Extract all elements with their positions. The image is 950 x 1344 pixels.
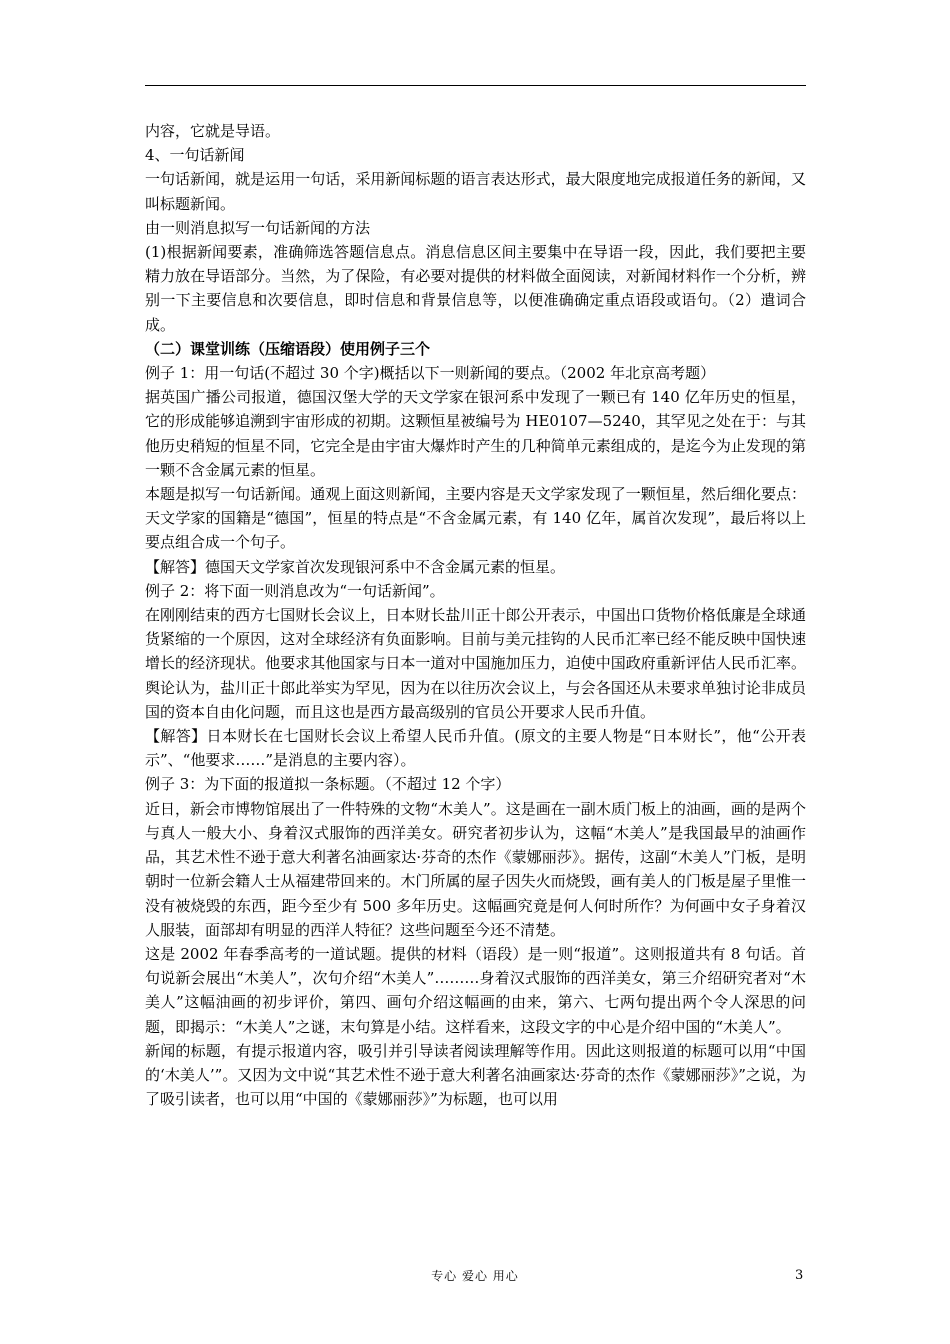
- example-3-analysis: 这是 2002 年春季高考的一道试题。提供的材料（语段）是一则“报道”。这则报道共有 8 句话。首句说新会展出“木美人”，次句介绍“木美人”………身着汉式服饰的西洋美女，第三介绍研究者对“木美人”这幅油画的初步评价，第四、画句介绍这幅画的由来，第六、七两句提出两个令人深思的问题，即揭示：“木美人”之谜，末句算是小结。这样看来，这段文字的中心是介绍中国的“木美人”。: [145, 944, 806, 1036]
- section-heading-classroom-training: （二）课堂训练（压缩语段）使用例子三个: [145, 339, 431, 358]
- footer-motto: 专心 爱心 用心: [431, 1269, 519, 1283]
- paragraph-continuation: 内容，它就是导语。: [145, 122, 281, 140]
- example-1-prompt: 例子 1：用一句话(不超过 30 个字)概括以下一则新闻的要点。（2002 年北京高考题）: [145, 364, 716, 383]
- page-number: 3: [795, 1268, 804, 1283]
- section-heading-one-sentence-news: 4、一句话新闻: [145, 146, 245, 165]
- example-3-news: 近日，新会市博物馆展出了一件特殊的文物“木美人”。这是画在一副木质门板上的油画，画的是两个与真人一般大小、身着汉式服饰的西洋美女。研究者初步认为，这幅“木美人”是我国最早的油画作品，其艺术性不逊于意大利著名油画家达·芬奇的杰作《蒙娜丽莎》。据传，这副“木美人”门板，是明朝时一位新会籍人士从福建带回来的。木门所属的屋子因失火而烧毁，画有美人的门板是屋子里惟一没有被烧毁的东西，距今至少有 500 多年历史。这幅画究竟是何人何时所作？为何画中女子身着汉人服装，面部却有明显的西洋人特征？这些问题至今还不清楚。: [145, 799, 806, 939]
- example-1-news: 据英国广播公司报道，德国汉堡大学的天文学家在银河系中发现了一颗已有 140 亿年历史的恒星，它的形成能够追溯到宇宙形成的初期。这颗恒星被编号为 HE0107—5240，其罕见之处在于：与其他历史稍短的恒星不同，它完全是由宇宙大爆炸时产生的几种简单元素组成的，是迄今为止发现的第一颗不含金属元素的恒星。: [145, 388, 806, 479]
- example-2-prompt: 例子 2：将下面一则消息改为“一句话新闻”。: [145, 581, 445, 600]
- example-3-headline-discussion: 新闻的标题，有提示报道内容，吸引并引导读者阅读理解等作用。因此这则报道的标题可以用“中国的‘木美人’”。又因为文中说“其艺术性不逊于意大利著名油画家达·芬奇的杰作《蒙娜丽莎》”之说，为了吸引读者，也可以用“中国的《蒙娜丽莎》”为标题，也可以用: [145, 1041, 806, 1109]
- page-footer: [0, 1266, 950, 1286]
- example-3-prompt: 例子 3：为下面的报道拟一条标题。（不超过 12 个字）: [145, 775, 511, 794]
- document-body: [145, 119, 806, 1111]
- example-1-analysis: 本题是拟写一句话新闻。通观上面这则新闻，主要内容是天文学家发现了一颗恒星，然后细化要点：天文学家的国籍是“德国”，恒星的特点是“不含金属元素，有 140 亿年，属首次发现”，最后将以上要点组合成一个句子。: [145, 485, 806, 552]
- example-2-news: 在刚刚结束的西方七国财长会议上，日本财长盐川正十郎公开表示，中国出口货物价格低廉是全球通货紧缩的一个原因，这对全球经济有负面影响。目前与美元挂钩的人民币汇率已经不能反映中国快速增长的经济现状。他要求其他国家与日本一道对中国施加压力，迫使中国政府重新评估人民币汇率。舆论认为，盐川正十郎此举实为罕见，因为在以往历次会议上，与会各国还从未要求单独讨论非成员国的资本自由化问题，而且这也是西方最高级别的官员公开要求人民币升值。: [145, 606, 806, 721]
- paragraph-method-steps: (1)根据新闻要素，准确筛选答题信息点。消息信息区间主要集中在导语一段，因此，我们要把主要精力放在导语部分。当然，为了保险，有必要对提供的材料做全面阅读，对新闻材料作一个分析，辨别一下主要信息和次要信息，即时信息和背景信息等，以便准确确定重点语段或语句。（2）遣词合成。: [145, 243, 806, 334]
- paragraph-method-title: 由一则消息拟写一句话新闻的方法: [145, 218, 371, 237]
- example-2-answer: 【解答】日本财长在七国财长会议上希望人民币升值。(原文的主要人物是“日本财长”，他“公开表示”、“他要求……”是消息的主要内容）。: [145, 727, 806, 770]
- example-1-answer: 【解答】德国天文学家首次发现银河系中不含金属元素的恒星。: [145, 557, 566, 576]
- paragraph-definition: 一句话新闻，就是运用一句话，采用新闻标题的语言表达形式，最大限度地完成报道任务的新闻，又叫标题新闻。: [145, 170, 806, 213]
- header-rule: [145, 85, 806, 86]
